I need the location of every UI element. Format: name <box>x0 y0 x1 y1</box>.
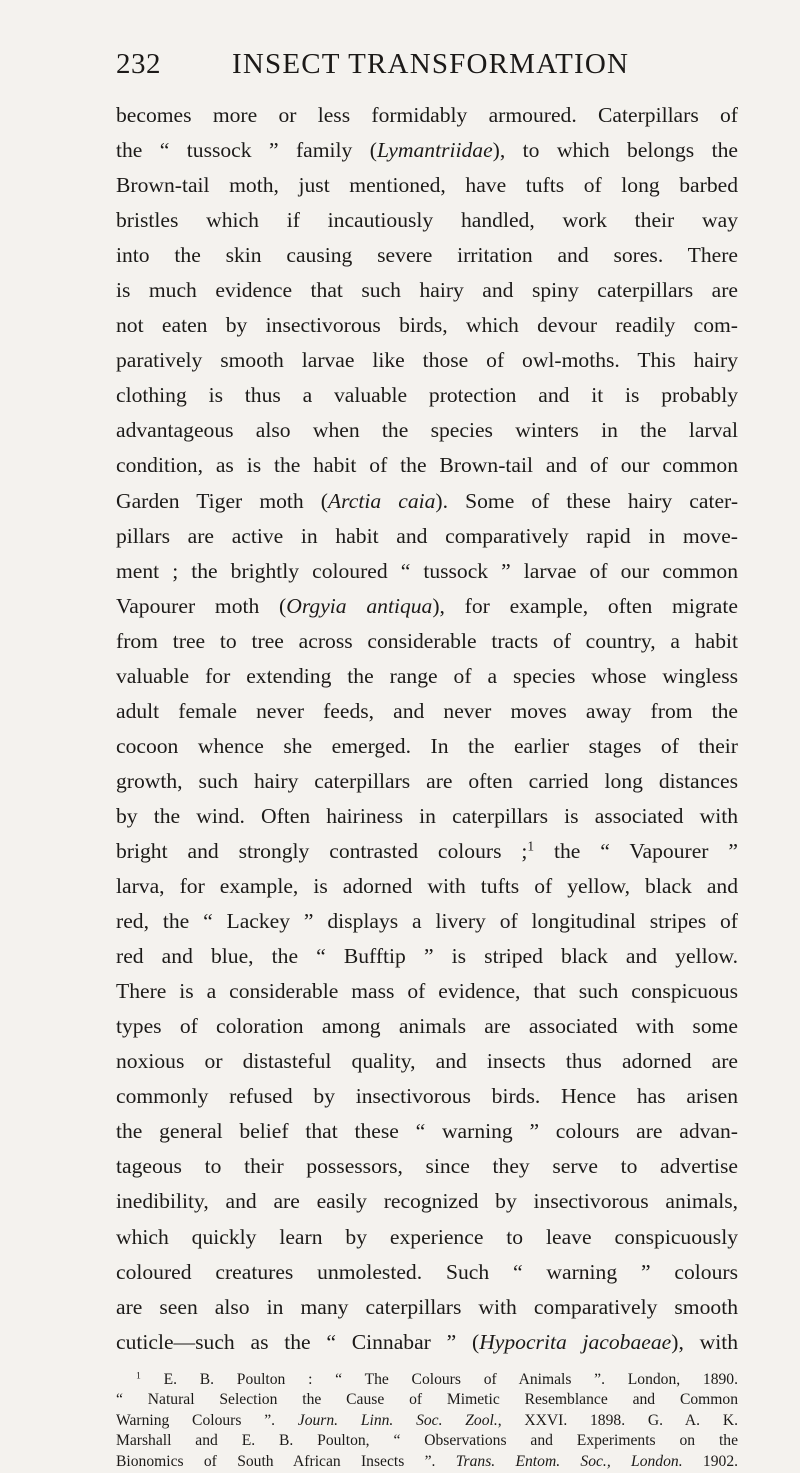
text-line: types of coloration among animals are associated with some <box>116 1014 738 1039</box>
text-line: tageous to their possessors, since they serve to advertise <box>116 1154 738 1179</box>
footnotes <box>116 1370 738 1473</box>
body-text <box>116 98 738 1360</box>
text-line: Garden Tiger moth (Arctia caia). Some of these hairy cater- <box>116 488 739 513</box>
text-line: coloured creatures unmolested. Such “ warning ” colours <box>116 1259 738 1284</box>
footnote-line: $^1$ E. B. Poulton : “ The Colours of Animals ”. London, 1890. <box>136 1370 738 1388</box>
text-line: paratively smooth larvae like those of owl-moths. This hairy <box>116 348 738 373</box>
text-line: not eaten by insectivorous birds, which devour readily com- <box>116 313 738 338</box>
text-line: is much evidence that such hairy and spiny caterpillars are <box>116 278 738 303</box>
text-line: are seen also in many caterpillars with comparatively smooth <box>116 1294 738 1319</box>
book-page <box>116 48 738 1473</box>
page-number: 232 <box>116 48 161 80</box>
text-line: inedibility, and are easily recognized by insectivorous animals, <box>116 1189 738 1214</box>
footnote-line: Marshall and E. B. Poulton, “ Observations and Experiments on the <box>116 1432 738 1450</box>
text-line: clothing is thus a valuable protection and it is probably <box>116 383 738 408</box>
text-line: Brown-tail moth, just mentioned, have tufts of long barbed <box>116 173 738 198</box>
text-line: cocoon whence she emerged. In the earlier stages of their <box>116 733 738 758</box>
text-line: becomes more or less formidably armoured. Caterpillars of <box>116 103 738 127</box>
text-line: bristles which if incautiously handled, work their way <box>116 208 738 233</box>
text-line: by the wind. Often hairiness in caterpillars is associated with <box>116 803 738 828</box>
text-line: Vapourer moth (Orgyia antiqua), for example, often migrate <box>116 593 738 618</box>
text-line: the “ tussock ” family (Lymantriidae), to which belongs the <box>116 138 738 163</box>
text-line: advantageous also when the species winters in the larval <box>116 418 738 443</box>
text-line: commonly refused by insectivorous birds. Hence has arisen <box>116 1084 738 1109</box>
text-line: larva, for example, is adorned with tufts of yellow, black and <box>116 874 738 899</box>
text-line: There is a considerable mass of evidence, that such conspicuous <box>116 979 738 1004</box>
text-line: pillars are active in habit and comparatively rapid in move- <box>116 523 738 548</box>
text-line: the general belief that these “ warning ” colours are advan- <box>116 1119 738 1144</box>
text-line: adult female never feeds, and never moves away from the <box>116 698 738 723</box>
text-line: red, the “ Lackey ” displays a livery of longitudinal stripes of <box>116 909 738 934</box>
text-line: into the skin causing severe irritation and sores. There <box>116 243 738 268</box>
text-line: from tree to tree across considerable tracts of country, a habit <box>116 628 738 653</box>
text-line: growth, such hairy caterpillars are often carried long distances <box>116 768 738 793</box>
text-line: red and blue, the “ Bufftip ” is striped black and yellow. <box>116 944 738 969</box>
text-line: noxious or distasteful quality, and insects thus adorned are <box>116 1049 738 1074</box>
page-header <box>116 48 738 92</box>
running-title: INSECT TRANSFORMATION <box>232 48 630 80</box>
footnote-line: Bionomics of South African Insects ”. Trans. Entom. Soc., London. 1902. <box>116 1453 739 1471</box>
text-line: cuticle—such as the “ Cinnabar ” (Hypocrita jacobaeae), with <box>116 1329 738 1354</box>
text-line: condition, as is the habit of the Brown-tail and of our common <box>116 453 738 478</box>
text-line: which quickly learn by experience to leave conspicuously <box>116 1224 738 1249</box>
text-line: valuable for extending the range of a species whose wingless <box>116 663 738 688</box>
text-line: ment ; the brightly coloured “ tussock ” larvae of our common <box>116 558 738 583</box>
text-line: bright and strongly contrasted colours ;$^1$ the “ Vapourer ” <box>116 838 738 863</box>
footnote-line: “ Natural Selection the Cause of Mimetic Resemblance and Common <box>116 1391 738 1409</box>
footnote-line: Warning Colours ”. Journ. Linn. Soc. Zool., XXVI. 1898. G. A. K. <box>116 1411 738 1429</box>
